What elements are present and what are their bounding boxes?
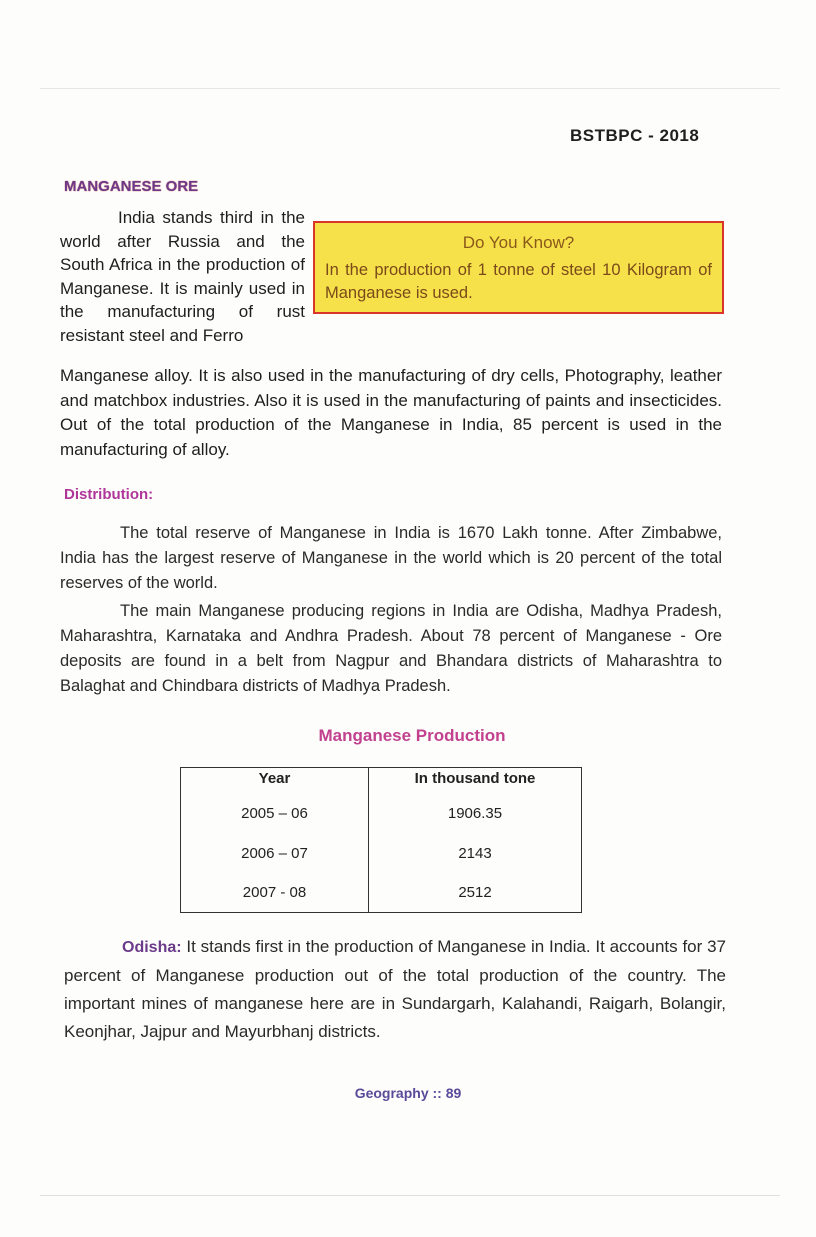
table-title: Manganese Production bbox=[318, 726, 506, 745]
cell-quantity: 1906.35 bbox=[447, 805, 503, 823]
table-header-row bbox=[181, 768, 582, 795]
do-you-know-box bbox=[313, 221, 724, 314]
table-row bbox=[181, 833, 582, 872]
section-title: MANGANESE ORE bbox=[64, 178, 199, 195]
distribution-title: Distribution: bbox=[64, 486, 154, 503]
bottom-rule bbox=[40, 1195, 780, 1196]
cell-year: 2006 – 07 bbox=[181, 833, 369, 872]
do-you-know-text: In the production of 1 tonne of steel 10 Kilogram of Manganese is used. bbox=[325, 261, 712, 302]
distribution-paragraph-1: The total reserve of Manganese in India is 1670 Lakh tonne. After Zimbabwe, India has the largest reserve of Manganese in the world which is 20 percent of the total reserves of the world. bbox=[60, 524, 722, 592]
odisha-label: Odisha: bbox=[122, 939, 182, 956]
do-you-know-title: Do You Know? bbox=[462, 233, 575, 252]
header-year: Year bbox=[181, 768, 369, 795]
intro-text: India stands third in the world after Russia and the South Africa in the production of Manganese. It is mainly used in the manufacturing of rust resistant steel and Ferro bbox=[60, 208, 305, 345]
cell-quantity: 2512 bbox=[458, 883, 492, 901]
table-row bbox=[181, 873, 582, 913]
table-row bbox=[181, 794, 582, 833]
cell-year: 2007 - 08 bbox=[181, 873, 369, 913]
distribution-text bbox=[60, 521, 722, 703]
header-quantity: In thousand tone bbox=[414, 770, 536, 787]
odisha-text: It stands first in the production of Manganese in India. It accounts for 37 percent of Manganese production out of the total production of the country. The important mines of manganese here are in Sundargarh, Kalahandi, Raigarh, Bolangir, Keonjhar, Jajpur and Mayurbhanj districts. bbox=[64, 937, 726, 1041]
production-table bbox=[180, 767, 582, 913]
intro-continuation: Manganese alloy. It is also used in the manufacturing of dry cells, Photography, leather and matchbox industries. Also it is used in the manufacturing of paints and insecticides. Out of the total production of the Manganese in India, 85 percent is used in the manufacturing of alloy. bbox=[60, 366, 722, 459]
cell-quantity: 2143 bbox=[458, 844, 492, 862]
top-rule bbox=[40, 88, 780, 89]
cell-year: 2005 – 06 bbox=[181, 794, 369, 833]
distribution-paragraph-2: The main Manganese producing regions in India are Odisha, Madhya Pradesh, Maharashtra, Karnataka and Andhra Pradesh. About 78 percent of Manganese - Ore deposits are found in a belt from Nagpur and Bhandara districts of Maharashtra to Balaghat and Chindbara districts of Madhya Pradesh. bbox=[60, 602, 722, 695]
page-footer: Geography :: 89 bbox=[354, 1085, 462, 1101]
document-code: BSTBPC - 2018 bbox=[570, 126, 700, 145]
intro-paragraph bbox=[60, 206, 305, 348]
odisha-paragraph bbox=[64, 933, 726, 1046]
